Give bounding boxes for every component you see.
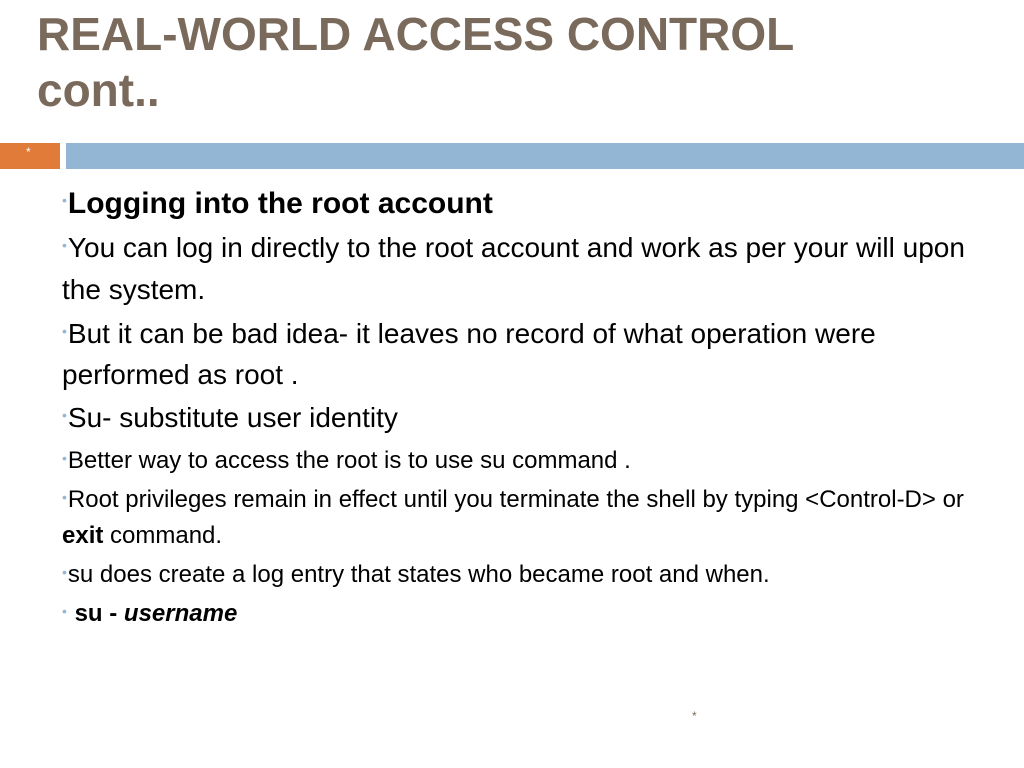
bullet-dot-icon: •: [62, 450, 67, 466]
accent-bar-blue: [66, 143, 1024, 169]
accent-marker: *: [26, 145, 31, 159]
bullet-dot-icon: •: [62, 323, 67, 339]
bullet-root-privileges: [62, 479, 982, 554]
bullet-text: Root privileges remain in effect until you terminate the shell by typing <Control-D> or: [67, 486, 964, 513]
bullet-text: Logging into the root account: [67, 187, 493, 220]
bullet-text: You can log in directly to the root account and work as per your will upon the system.: [62, 232, 965, 305]
slide-title: [37, 6, 997, 118]
bullet-text: But it can be bad idea- it leaves no record of what operation were performed as root .: [62, 318, 876, 390]
bullet-text: su does create a log entry that states who became root and when.: [67, 561, 770, 588]
su-command-text: su -: [74, 600, 124, 627]
bullet-logging-root: [62, 180, 982, 224]
slide-title-line-2: cont..: [37, 64, 160, 116]
bullet-bad-idea: [62, 311, 982, 395]
bullet-dot-icon: •: [62, 564, 67, 580]
bullet-dot-icon: •: [62, 407, 67, 423]
bullet-log-entry: [62, 554, 982, 593]
bullet-dot-icon: •: [62, 192, 67, 208]
footer-marker: *: [692, 709, 697, 723]
bullet-text-suffix: command.: [103, 522, 223, 549]
bullet-dot-icon: •: [62, 489, 67, 505]
bullet-direct-login: [62, 224, 982, 311]
bullet-list: [62, 180, 982, 632]
bullet-dot-icon: •: [62, 603, 67, 619]
bullet-su-identity: [62, 395, 982, 438]
bullet-su-username: [62, 593, 982, 632]
bullet-dot-icon: •: [62, 237, 67, 253]
bullet-text: Su- substitute user identity: [67, 402, 398, 433]
slide-title-line-1: REAL-WORLD ACCESS CONTROL: [37, 8, 795, 60]
exit-command-text: exit: [62, 522, 104, 549]
username-text: username: [123, 600, 238, 627]
bullet-su-command: [62, 440, 982, 479]
bullet-text: Better way to access the root is to use su command .: [67, 447, 631, 474]
accent-bar-orange: [0, 143, 60, 169]
